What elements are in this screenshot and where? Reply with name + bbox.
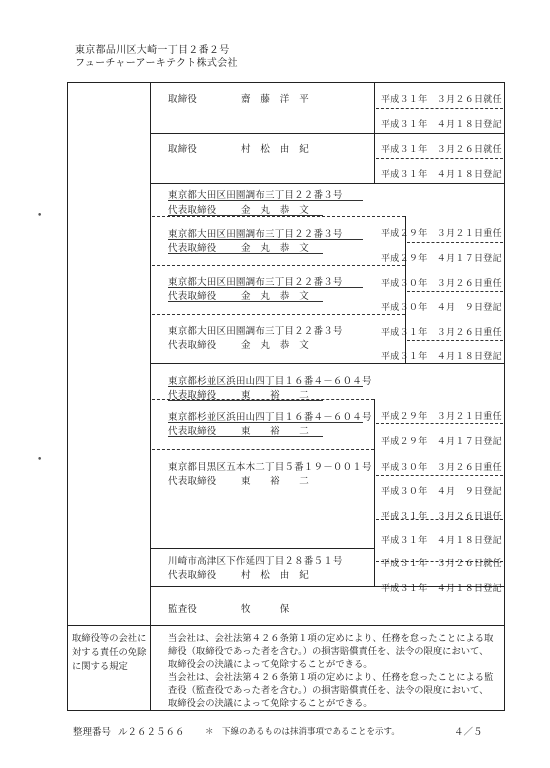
- deletion-underline: [168, 400, 323, 401]
- officer-name: 牧 保: [241, 604, 290, 615]
- officer-role: 代表取締役: [168, 476, 217, 487]
- section-label: 取締役等の会社に: [72, 633, 147, 644]
- officer-role: 代表取締役: [168, 340, 217, 351]
- officer-role: 代表取締役: [168, 291, 217, 302]
- date-registered: 平成３１年 ４月１８日登記: [381, 584, 502, 594]
- officer-address: 東京都杉並区浜田山四丁目１６番４－６０４号: [168, 412, 372, 423]
- officer-name: 齋 藤 洋 平: [241, 94, 309, 105]
- date-appointed: 平成３１年 ３月２６日就任: [381, 559, 502, 569]
- officer-address: 東京都大田区田園調布三丁目２２番３号: [168, 326, 343, 337]
- officer-address: 川崎市高津区下作延四丁目２８番５１号: [168, 556, 343, 567]
- date-resigned: 平成３１年 ３月２６日退任: [381, 512, 502, 522]
- officer-name: 東 裕 二: [241, 390, 309, 401]
- margin-dot: •: [37, 211, 43, 221]
- officer-name: 金 丸 恭 文: [241, 243, 309, 254]
- date-reappointed: 平成３０年 ３月２６日重任: [381, 279, 502, 289]
- footer-note: ＊ 下線のあるものは抹消事項であることを示す。: [205, 727, 400, 737]
- provision-text: 取締役会の決議によって免除することができる。: [168, 659, 373, 670]
- officer-role: 代表取締役: [168, 570, 217, 581]
- officer-name: 村 松 由 紀: [241, 570, 309, 581]
- date-reappointed: 平成３１年 ３月２６日重任: [381, 328, 502, 338]
- officer-role: 取締役: [168, 94, 198, 105]
- date-reappointed: 平成３０年 ３月２６日重任: [381, 463, 502, 473]
- deletion-underline: [168, 200, 363, 201]
- deletion-underline: [168, 436, 323, 437]
- officer-role: 代表取締役: [168, 243, 217, 254]
- officer-role: 代表取締役: [168, 390, 217, 401]
- officer-name: 金 丸 恭 文: [241, 340, 309, 351]
- officer-address: 東京都大田区田園調布三丁目２２番３号: [168, 277, 343, 288]
- reference-label: 整理番号: [73, 727, 112, 738]
- officer-address: 東京都杉並区浜田山四丁目１６番４－６０４号: [168, 376, 372, 387]
- date-reappointed: 平成２９年 ３月２１日重任: [381, 229, 502, 239]
- company-name: フューチャーアーキテクト株式会社: [75, 58, 238, 69]
- date-registered: 平成３０年 ４月 ９日登記: [381, 487, 502, 497]
- section-label: 対する責任の免除: [72, 647, 147, 658]
- deletion-underline: [168, 215, 323, 216]
- reference-number: ル２６２５６６: [118, 727, 185, 738]
- deletion-underline: [168, 301, 323, 302]
- officer-role: 監査役: [168, 604, 198, 615]
- deletion-underline: [168, 253, 323, 254]
- date-appointed: 平成３１年 ３月２６日就任: [381, 145, 502, 155]
- date-registered: 平成３１年 ４月１８日登記: [381, 352, 502, 362]
- date-registered: 平成２９年 ４月１７日登記: [381, 437, 502, 447]
- date-appointed: 平成３１年 ３月２６日就任: [381, 95, 502, 105]
- page-number: ４／５: [454, 727, 483, 738]
- officer-address: 東京都大田区田園調布三丁目２２番３号: [168, 229, 343, 240]
- provision-text: 当会社は、会社法第４２６条第１項の定めにより、任務を怠ったことによる取: [168, 633, 494, 644]
- officer-address: 東京都目黒区五本木二丁目５番１９－００１号: [168, 462, 372, 473]
- section-label: に関する規定: [72, 661, 128, 672]
- date-registered: 平成３１年 ４月１８日登記: [381, 120, 502, 130]
- date-reappointed: 平成２９年 ３月２１日重任: [381, 412, 502, 422]
- provision-text: 査役（監査役であった者を含む。）の損害賠償責任を、法令の限度において、: [168, 685, 489, 696]
- provision-text: 締役（取締役であった者を含む。）の損害賠償責任を、法令の限度において、: [168, 646, 489, 657]
- officer-name: 村 松 由 紀: [241, 144, 309, 155]
- officer-name: 金 丸 恭 文: [241, 291, 309, 302]
- officer-name: 東 裕 二: [241, 426, 309, 437]
- date-registered: 平成３１年 ４月１８日登記: [381, 170, 502, 180]
- company-address: 東京都品川区大崎一丁目２番２号: [75, 45, 230, 56]
- margin-dot: •: [37, 455, 43, 465]
- provision-text: 取締役会の決議によって免除することができる。: [168, 698, 373, 709]
- officer-role: 取締役: [168, 144, 198, 155]
- officer-name: 金 丸 恭 文: [241, 205, 309, 216]
- date-registered: 平成３０年 ４月 ９日登記: [381, 303, 502, 313]
- officer-name: 東 裕 二: [241, 476, 309, 487]
- officer-address: 東京都大田区田園調布三丁目２２番３号: [168, 190, 343, 201]
- provision-text: 当会社は、会社法第４２６条第１項の定めにより、任務を怠ったことによる監: [168, 672, 494, 683]
- date-registered: 平成２９年 ４月１７日登記: [381, 254, 502, 264]
- date-registered: 平成３１年 ４月１８日登記: [381, 536, 502, 546]
- officer-role: 代表取締役: [168, 205, 217, 216]
- officer-role: 代表取締役: [168, 426, 217, 437]
